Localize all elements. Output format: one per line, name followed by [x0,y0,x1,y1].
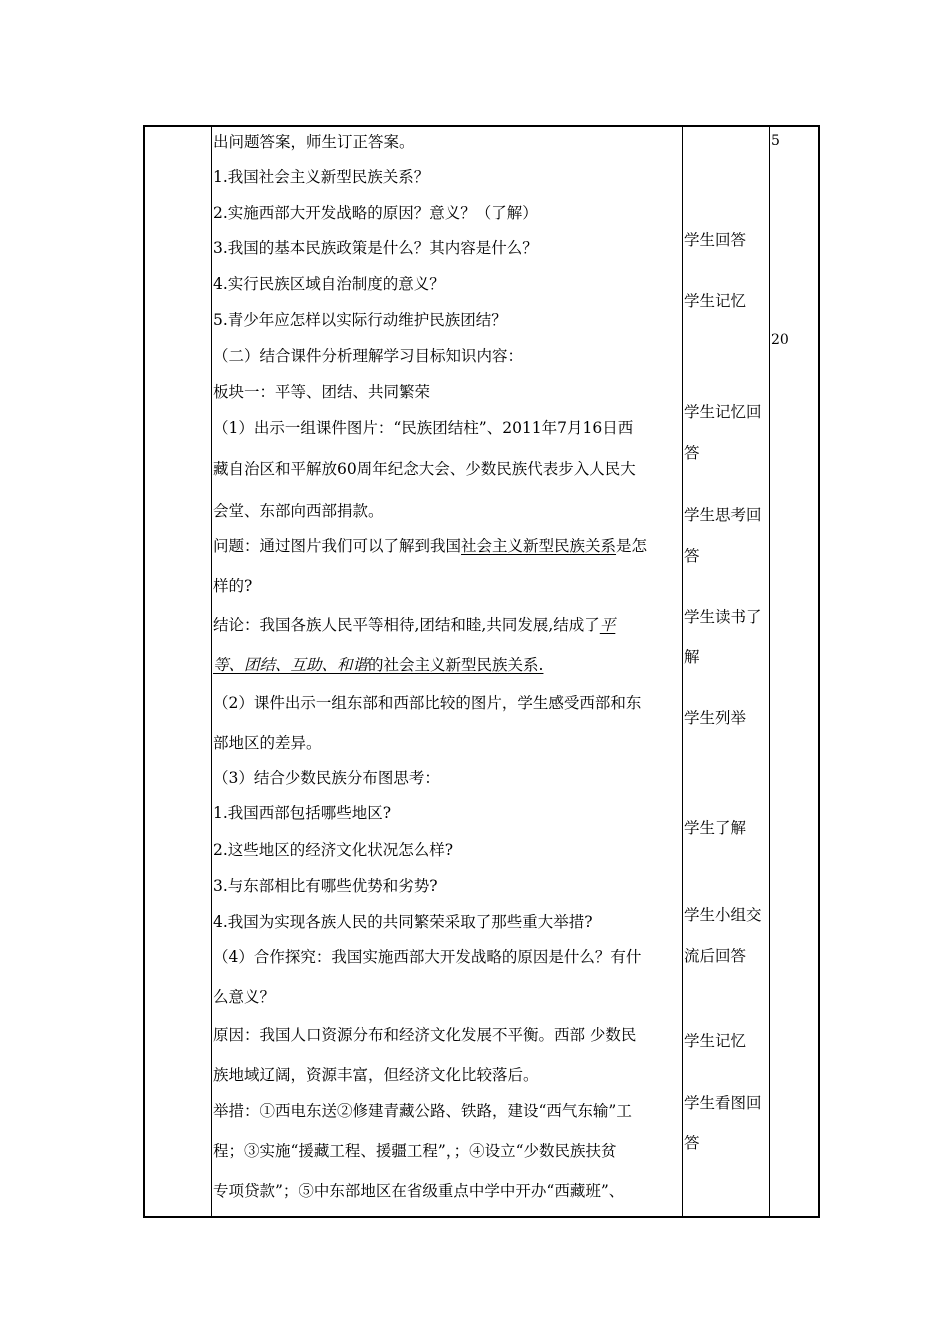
student-activity-column [683,127,769,1216]
lesson-plan-table [143,125,820,1218]
activity-item: 学生记忆 [684,292,747,310]
text-line: 会堂、东部向西部捐款。 [213,502,384,520]
conclusion-line [213,655,543,675]
question-2: 2.实施西部大开发战略的原因？意义？（了解） [213,204,538,222]
time-column [770,127,820,1216]
text-line: 部地区的差异。 [213,734,322,752]
text-line: （4）合作探究：我国实施西部大开发战略的原因是什么？有什 [213,948,642,966]
teaching-content-column [212,127,682,1216]
thinking-question: 1.我国西部包括哪些地区? [213,804,392,822]
question-5: 5.青少年应怎样以实际行动维护民族团结？ [213,311,507,329]
text-line: 藏自治区和平解放60周年纪念大会、少数民族代表步入人民大 [213,460,636,478]
question-line [213,536,647,556]
activity-item: 学生了解 [684,819,747,837]
thinking-question: 4.我国为实现各族人民的共同繁荣采取了那些重大举措? [213,913,593,931]
time-minutes: 20 [771,332,789,348]
activity-item: 学生记忆回 [684,403,762,421]
activity-item: 学生思考回 [684,506,762,524]
block-heading: 板块一：平等、团结、共同繁荣 [213,383,431,401]
emphasized-term: 等、团结、互助、和谐 [213,656,369,674]
text-line: 族地域辽阔，资源丰富，但经济文化比较落后。 [213,1066,539,1084]
activity-item: 答 [684,444,700,462]
text-line: 原因：我国人口资源分布和经济文化发展不平衡。西部 少数民 [213,1026,637,1044]
activity-item: 学生记忆 [684,1032,747,1050]
text-line: （2）课件出示一组东部和西部比较的图片，学生感受西部和东 [213,694,642,712]
question-3: 3.我国的基本民族政策是什么？其内容是什么？ [213,239,538,257]
emphasized-term: 平 [599,616,616,634]
text-line: 举措：①西电东送②修建青藏公路、铁路，建设“西气东输”工 [213,1102,632,1120]
thinking-question: 3.与东部相比有哪些优势和劣势? [213,877,438,895]
activity-item: 学生回答 [684,231,747,249]
activity-item: 答 [684,1134,700,1152]
text-line: 程；③实施“援藏工程、援疆工程”，；④设立“少数民族扶贫 [213,1142,617,1160]
question-text: 问题：通过图片我们可以了解到我国 [213,537,462,555]
conclusion-line [213,615,615,635]
activity-item: 流后回答 [684,947,747,965]
thinking-question: 2.这些地区的经济文化状况怎么样? [213,841,454,859]
section-heading: （二）结合课件分析理解学习目标知识内容： [213,347,524,365]
question-text: 是怎 [616,537,648,555]
conclusion-text: 结论：我国各族人民平等相待,团结和睦,共同发展,结成了 [213,616,600,634]
text-line: 样的? [213,577,253,595]
activity-item: 解 [684,648,700,666]
activity-item: 学生看图回 [684,1094,762,1112]
underlined-term: 的社会主义新型民族关系. [368,656,544,674]
activity-item: 学生列举 [684,709,747,727]
underlined-term: 社会主义新型民族关系 [461,537,617,555]
question-4: 4.实行民族区域自治制度的意义？ [213,275,445,293]
activity-item: 学生读书了 [684,608,762,626]
text-line: （1）出示一组课件图片：“民族团结柱”、2011年7月16日西 [213,419,634,437]
text-line: 么意义？ [213,988,276,1006]
time-minutes: 5 [771,133,780,149]
text-line: 专项贷款”；⑤中东部地区在省级重点中学中开办“西藏班”、 [213,1182,625,1200]
question-1: 1.我国社会主义新型民族关系？ [213,168,430,186]
text-line: （3）结合少数民族分布图思考： [213,769,440,787]
activity-item: 答 [684,547,700,565]
text-line: 出问题答案，师生订正答案。 [213,133,415,151]
activity-item: 学生小组交 [684,906,762,924]
